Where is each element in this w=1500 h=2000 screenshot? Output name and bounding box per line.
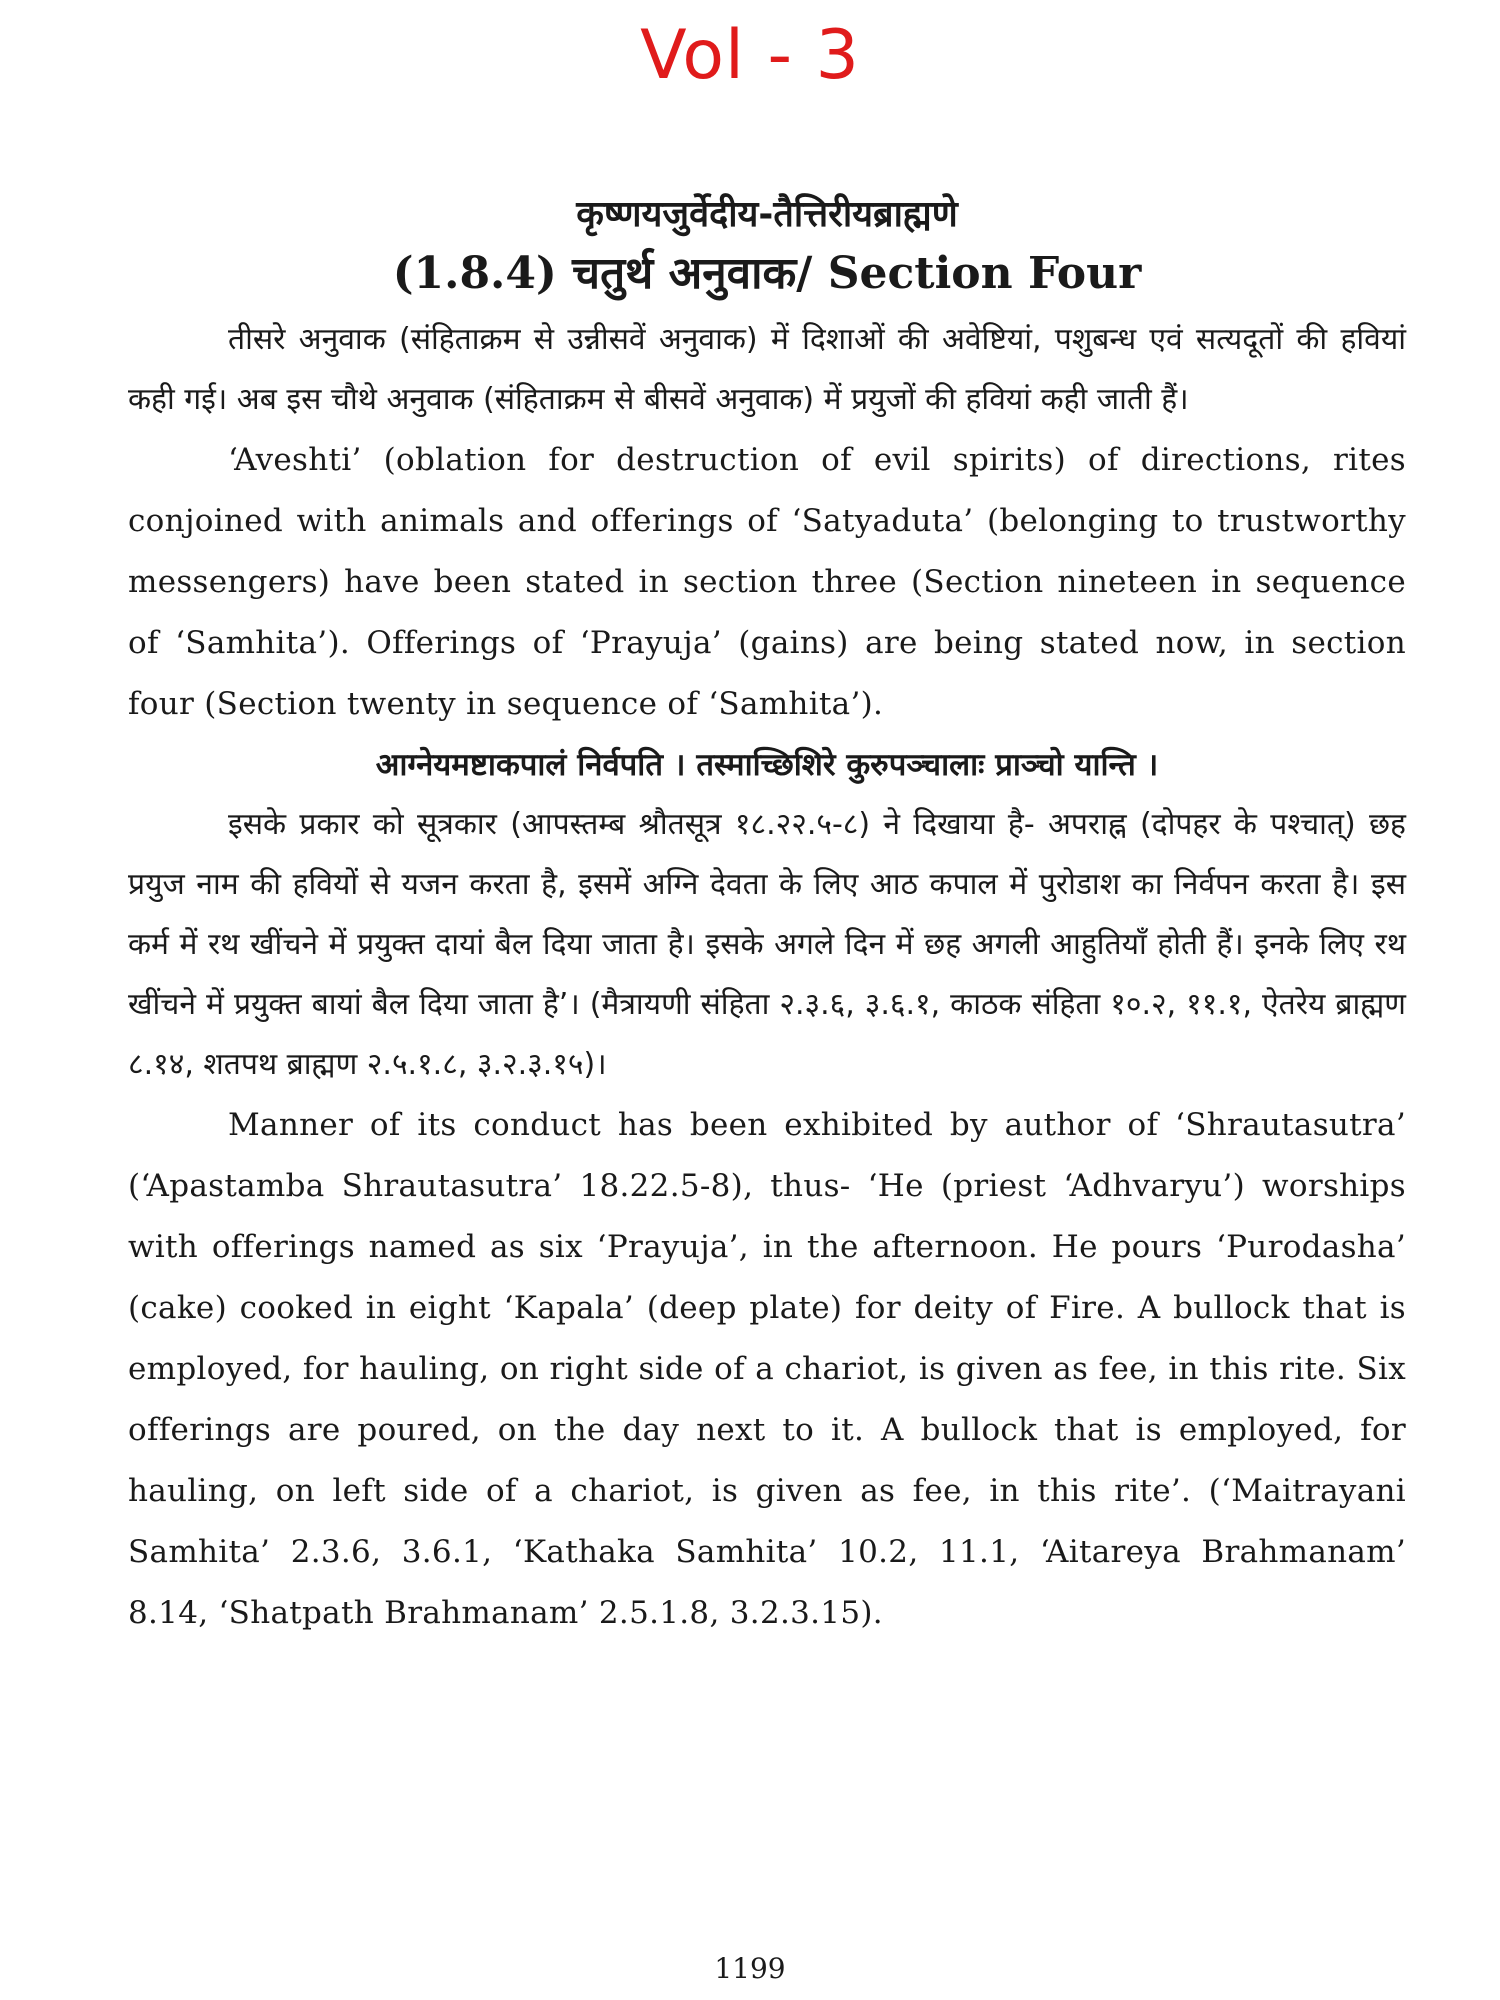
- page-number: 1199: [714, 1952, 786, 1985]
- english-intro-paragraph: ‘Aveshti’ (oblation for destruction of evil spirits) of directions, rites conjoined with animals and offerings of ‘Satyaduta’ (belonging to trustworthy messengers) have been stated in section three (Section nineteen in sequence of ‘Samhita’). Offerings of ‘Prayuja’ (gains) are being stated now, in section four (Section twenty in sequence of ‘Samhita’).: [128, 442, 1406, 722]
- section-heading: [128, 240, 1406, 308]
- page-content: [128, 190, 1406, 1644]
- section-number: (1.8.4): [392, 248, 557, 299]
- hindi-intro-paragraph: तीसरे अनुवाक (संहिताक्रम से उन्नीसवें अनुवाक) में दिशाओं की अवेष्टियां, पशुबन्ध एवं सत्यदूतों की हवियां कही गई। अब इस चौथे अनुवाक (संहिताक्रम से बीसवें अनुवाक) में प्रयुजों की हवियां कही जाती हैं।: [128, 322, 1406, 417]
- hindi-commentary-paragraph: इसके प्रकार को सूत्रकार (आपस्तम्ब श्रौतसूत्र १८.२२.५-८) ने दिखाया है- अपराह्न (दोपहर के पश्चात्) छह प्रयुज नाम की हवियों से यजन करता है, इसमें अग्नि देवता के लिए आठ कपाल में पुरोडाश का निर्वपन करता है। इस कर्म में रथ खींचने में प्रयुक्त दायां बैल दिया जाता है। इसके अगले दिन में छह अगली आहुतियाँ होती हैं। इनके लिए रथ खींचने में प्रयुक्त बायां बैल दिया जाता है’। (मैत्रायणी संहिता २.३.६, ३.६.१, काठक संहिता १०.२, ११.१, ऐतरेय ब्राह्मण ८.१४, शतपथ ब्राह्मण २.५.१.८, ३.२.३.१५)।: [128, 807, 1406, 1082]
- section-separator: /: [796, 248, 813, 299]
- book-title: कृष्णयजुर्वेदीय-तैत्तिरीयब्राह्मणे: [576, 194, 958, 235]
- sanskrit-mantra: आग्नेयमष्टाकपालं निर्वपति । तस्माच्छिशिरे कुरुपञ्चालाः प्राञ्चो यान्ति ।: [375, 747, 1159, 783]
- volume-label: Vol - 3: [640, 16, 860, 95]
- english-commentary-paragraph: Manner of its conduct has been exhibited by author of ‘Shrautasutra’ (‘Apastamba Shrautasutra’ 18.22.5-8), thus- ‘He (priest ‘Adhvaryu’) worships with offerings named as six ‘Prayuja’, in the afternoon. He pours ‘Purodasha’ (cake) cooked in eight ‘Kapala’ (deep plate) for deity of Fire. A bullock that is employed, for hauling, on right side of a chariot, is given as fee, in this rite. Six offerings are poured, on the day next to it. A bullock that is employed, for hauling, on left side of a chariot, is given as fee, in this rite’. (‘Maitrayani Samhita’ 2.3.6, 3.6.1, ‘Kathaka Samhita’ 10.2, 11.1, ‘Aitareya Brahmanam’ 8.14, ‘Shatpath Brahmanam’ 2.5.1.8, 3.2.3.15).: [128, 1107, 1406, 1631]
- section-english-title: Section Four: [827, 248, 1142, 299]
- section-hindi-title: चतुर्थ अनुवाक: [572, 248, 797, 299]
